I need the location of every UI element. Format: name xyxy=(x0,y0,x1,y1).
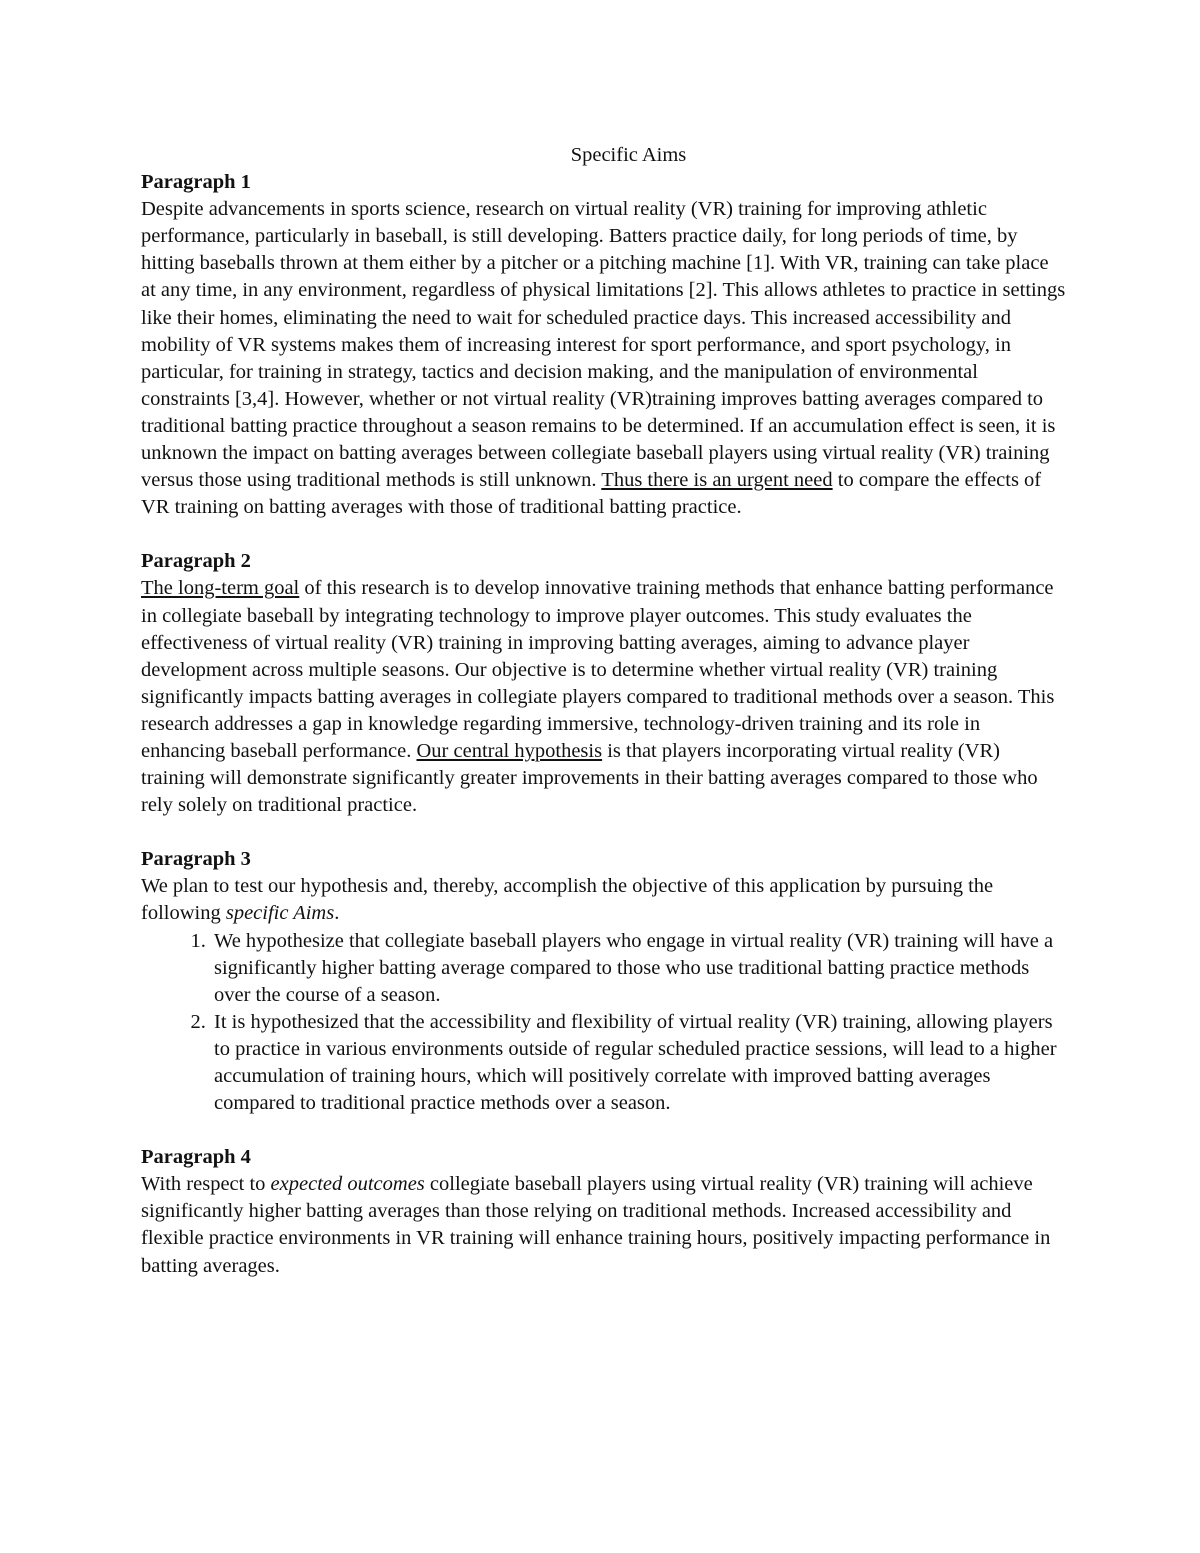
paragraph-4-heading: Paragraph 4 xyxy=(141,1146,251,1169)
paragraph-4-text-a: With respect to xyxy=(141,1173,271,1196)
paragraph-3-body xyxy=(141,873,1066,927)
central-hypothesis-phrase: Our central hypothesis xyxy=(416,739,603,762)
paragraph-1-text-a: Despite advancements in sports science, research on virtual reality (VR) training for improving athletic performance, particularly in baseball, is still developing. Batters practice daily, for long periods of time, by hitting baseballs thrown at them either by a pitcher or a pitching machine [1]. With VR, training can take place at any time, in any environment, regardless of physical limitations [2]. This allows athletes to practice in settings like their homes, eliminating the need to wait for scheduled practice days. This increased accessibility and mobility of VR systems makes them of increasing interest for sport performance, and sport psychology, in particular, for training in strategy, tactics and decision making, and the manipulation of environmental constraints [3,4]. However, whether or not virtual reality (VR)training improves batting averages compared to traditional batting practice throughout a season remains to be determined. If an accumulation effect is seen, it is unknown the impact on batting averages between collegiate baseball players using virtual reality (VR) training versus those using traditional methods is still unknown. xyxy=(141,198,1066,492)
paragraph-2-heading: Paragraph 2 xyxy=(141,550,251,573)
paragraph-2-text-a: of this research is to develop innovative training methods that enhance batting performance in collegiate baseball by integrating technology to improve player outcomes. This study evaluates the effectiveness of virtual reality (VR) training in improving batting averages, aiming to advance player development across multiple seasons. Our objective is to determine whether virtual reality (VR) training significantly impacts batting averages in collegiate players compared to traditional methods over a season. This research addresses a gap in knowledge regarding immersive, technology-driven training and its role in enhancing baseball performance. xyxy=(141,577,1055,762)
paragraph-2-body xyxy=(141,575,1066,819)
paragraph-1-text-b: to compare the effects of VR training on batting averages with those of traditional batting practice. xyxy=(141,469,1042,519)
document-page xyxy=(141,142,1066,1280)
paragraph-3-text-a: We plan to test our hypothesis and, thereby, accomplish the objective of this application by pursuing the following xyxy=(141,875,994,925)
aims-list xyxy=(141,928,1066,1118)
paragraph-gap xyxy=(141,1117,1066,1144)
specific-aims-phrase: specific Aims xyxy=(225,902,335,925)
paragraph-gap xyxy=(141,819,1066,846)
paragraph-3-text-b: . xyxy=(334,902,340,925)
paragraph-1-heading: Paragraph 1 xyxy=(141,171,251,194)
aim-item-2: 2. It is hypothesized that the accessibility and flexibility of virtual reality (VR) training, allowing players to practice in various environments outside of regular scheduled practice sessions, will lead to a higher accumulation of training hours, which will positively correlate with improved batting averages compared to traditional practice methods over a season. xyxy=(211,1009,1066,1117)
expected-outcomes-phrase: expected outcomes xyxy=(270,1173,425,1196)
paragraph-2-text-b: is that players incorporating virtual reality (VR) training will demonstrate significantly greater improvements in their batting averages compared to those who rely solely on traditional practice. xyxy=(141,739,1038,817)
paragraph-1-body xyxy=(141,196,1066,521)
long-term-goal-phrase: The long-term goal xyxy=(141,577,300,600)
paragraph-3-heading: Paragraph 3 xyxy=(141,848,251,871)
document-title: Specific Aims xyxy=(570,144,687,166)
urgent-need-phrase: Thus there is an urgent need xyxy=(601,469,833,492)
aim-item-1: 1. We hypothesize that collegiate baseball players who engage in virtual reality (VR) training will have a significantly higher batting average compared to those who use traditional batting practice methods over the course of a season. xyxy=(211,928,1066,1009)
paragraph-4-text-b: collegiate baseball players using virtual reality (VR) training will achieve significantly higher batting averages than those relying on traditional methods. Increased accessibility and flexible practice environments in VR training will enhance training hours, positively impacting performance in batting averages. xyxy=(141,1173,1051,1277)
paragraph-4-body xyxy=(141,1171,1066,1279)
paragraph-gap xyxy=(141,521,1066,548)
